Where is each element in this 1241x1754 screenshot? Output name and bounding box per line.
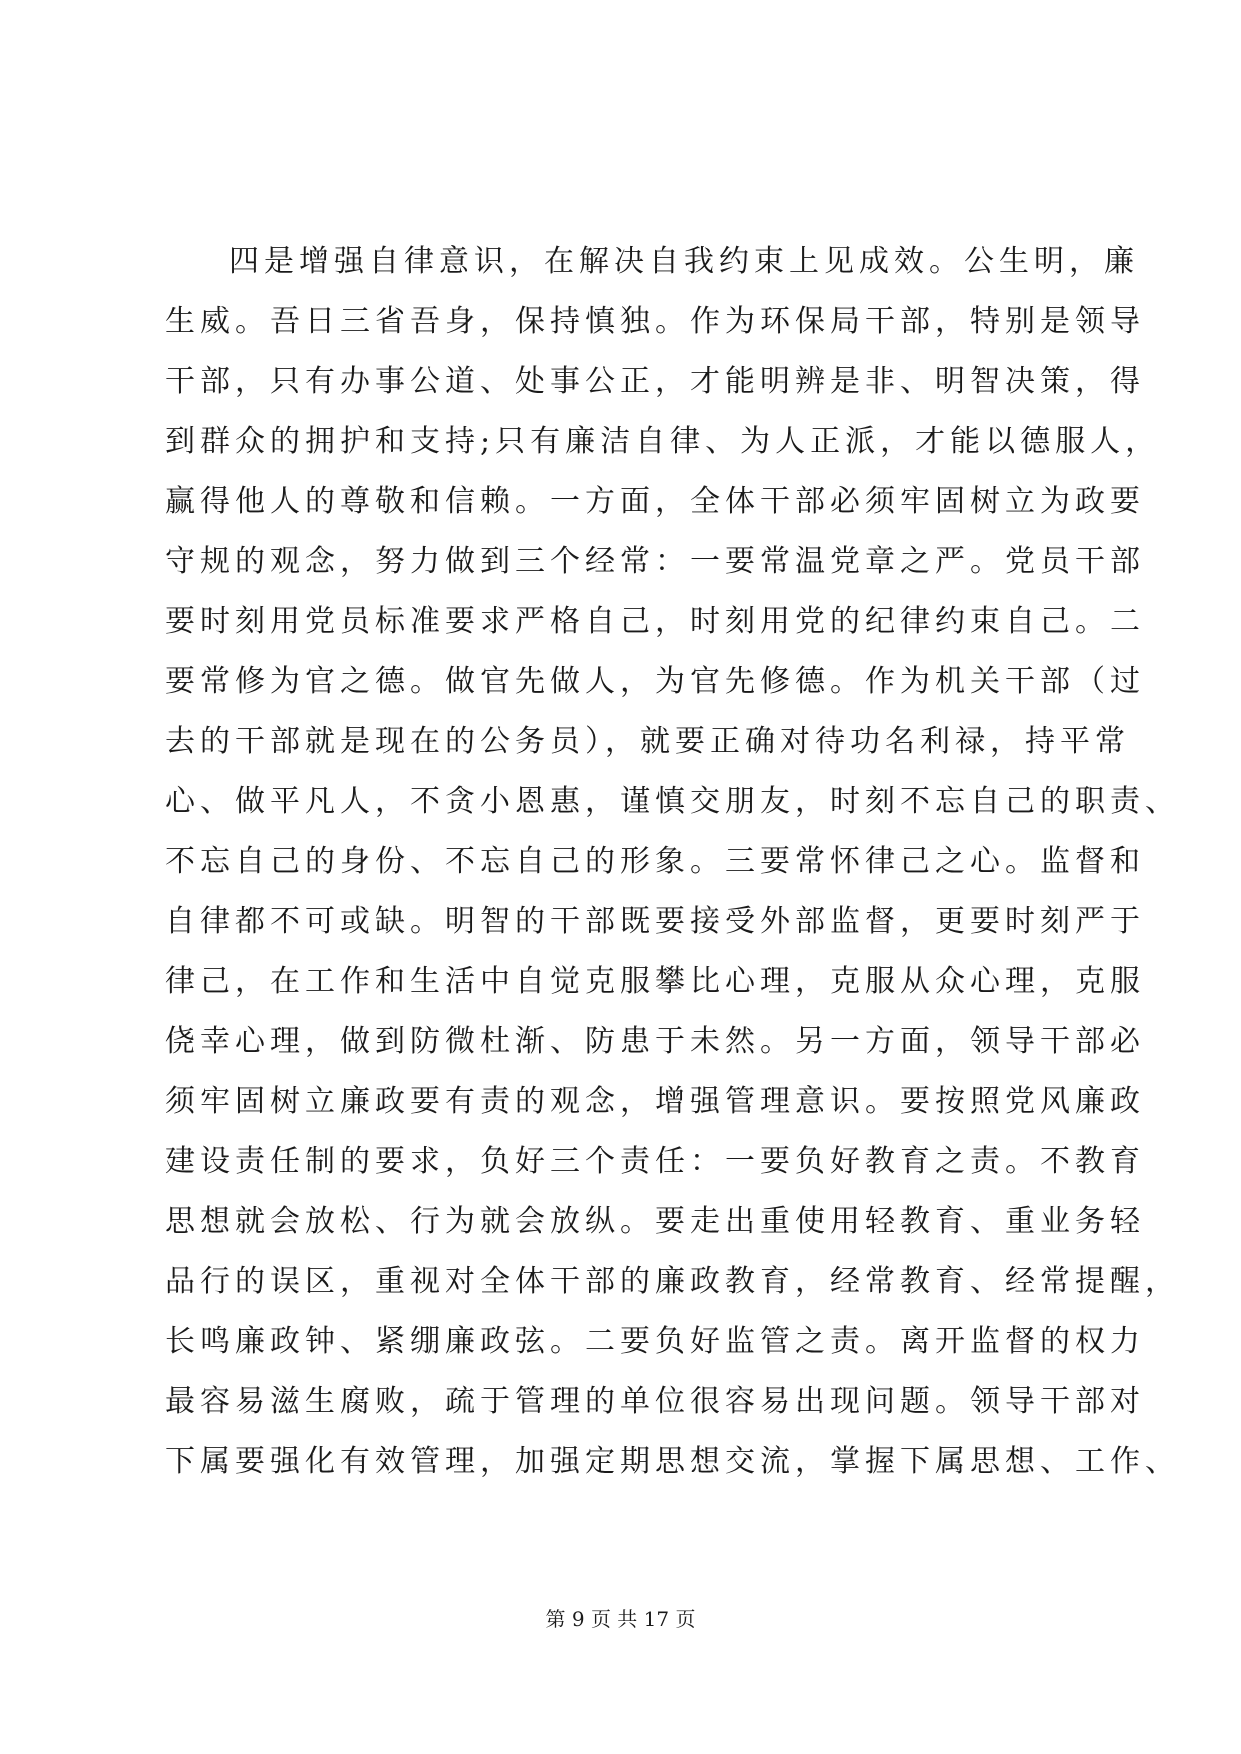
text-line-6: 守规的观念，努力做到三个经常：一要常温党章之严。党员干部: [165, 544, 1145, 579]
text-line-7: 要时刻用党员标准要求严格自己，时刻用党的纪律约束自己。二: [165, 604, 1145, 639]
text-line-14: 侥幸心理，做到防微杜渐、防患于未然。另一方面，领导干部必: [165, 1024, 1145, 1059]
text-line-21: 下属要强化有效管理，加强定期思想交流，掌握下属思想、工作、: [165, 1444, 1180, 1479]
text-line-15: 须牢固树立廉政要有责的观念，增强管理意识。要按照党风廉政: [165, 1084, 1145, 1119]
text-line-20: 最容易滋生腐败，疏于管理的单位很容易出现问题。领导干部对: [165, 1384, 1145, 1419]
text-line-3: 干部，只有办事公道、处事公正，才能明辨是非、明智决策，得: [165, 364, 1145, 399]
text-line-1: 四是增强自律意识，在解决自我约束上见成效。公生明，廉: [229, 244, 1139, 279]
text-line-16: 建设责任制的要求，负好三个责任：一要负好教育之责。不教育: [165, 1144, 1145, 1179]
page-number-footer: 第 9 页 共 17 页: [545, 1607, 696, 1631]
text-line-5: 赢得他人的尊敬和信赖。一方面，全体干部必须牢固树立为政要: [165, 484, 1145, 519]
text-line-8: 要常修为官之德。做官先做人，为官先修德。作为机关干部（过: [165, 664, 1145, 699]
text-line-4: 到群众的拥护和支持;只有廉洁自律、为人正派，才能以德服人，: [165, 424, 1161, 459]
text-line-2: 生威。吾日三省吾身，保持慎独。作为环保局干部，特别是领导: [165, 304, 1145, 339]
text-line-13: 律己，在工作和生活中自觉克服攀比心理，克服从众心理，克服: [165, 964, 1145, 999]
text-line-10: 心、做平凡人，不贪小恩惠，谨慎交朋友，时刻不忘自己的职责、: [165, 784, 1180, 819]
text-line-9: 去的干部就是现在的公务员），就要正确对待功名利禄，持平常: [165, 724, 1130, 759]
text-line-11: 不忘自己的身份、不忘自己的形象。三要常怀律己之心。监督和: [165, 844, 1145, 879]
text-line-18: 品行的误区，重视对全体干部的廉政教育，经常教育、经常提醒，: [165, 1264, 1180, 1299]
text-line-12: 自律都不可或缺。明智的干部既要接受外部监督，更要时刻严于: [165, 904, 1145, 939]
text-line-17: 思想就会放松、行为就会放纵。要走出重使用轻教育、重业务轻: [165, 1204, 1145, 1239]
body-paragraph: [165, 232, 1180, 1492]
text-line-19: 长鸣廉政钟、紧绷廉政弦。二要负好监管之责。离开监督的权力: [165, 1324, 1145, 1359]
